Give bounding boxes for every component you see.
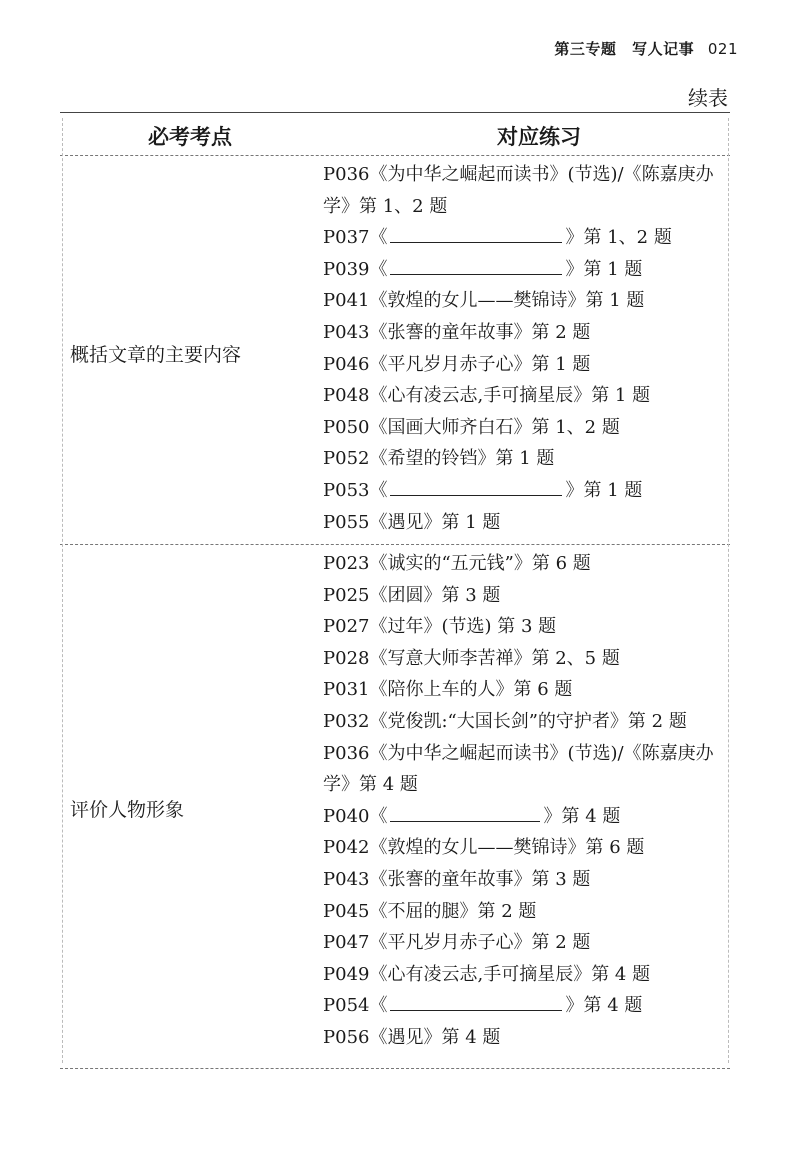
entry-text: P032《党俊凯:“大国长剑”的守护者》第 2 题 (323, 710, 687, 732)
continued-label: 续表 (688, 86, 728, 110)
entry-text: P049《心有凌云志,手可摘星辰》第 4 题 (323, 963, 651, 985)
entry-text: P050《国画大师齐白石》第 1、2 题 (323, 416, 620, 438)
exercise-entry (323, 738, 733, 801)
exercise-entry (323, 990, 733, 1022)
entry-text: P040《 (323, 805, 388, 827)
entry-text: P046《平凡岁月赤子心》第 1 题 (323, 353, 591, 375)
column-header-key-points: 必考考点 (148, 124, 232, 149)
exercise-entry (323, 580, 733, 612)
exercise-entry (323, 832, 733, 864)
entry-suffix: 》第 1 题 (565, 479, 643, 501)
fill-in-blank[interactable] (390, 226, 562, 243)
entry-text: P028《写意大师李苦禅》第 2、5 题 (323, 647, 620, 669)
exercise-entry (323, 159, 733, 222)
exercise-entry (323, 475, 733, 507)
exercise-list-evaluate (323, 548, 733, 1054)
group-divider (60, 544, 730, 545)
entry-text: P043《张謇的童年故事》第 2 题 (323, 321, 591, 343)
exercise-entry (323, 959, 733, 991)
entry-text: P045《不屈的腿》第 2 题 (323, 900, 537, 922)
entry-text: P041《敦煌的女儿——樊锦诗》第 1 题 (323, 290, 645, 312)
page-number: 021 (707, 40, 738, 58)
entry-text: P043《张謇的童年故事》第 3 题 (323, 868, 591, 890)
entry-text: P023《诚实的“五元钱”》第 6 题 (323, 553, 591, 574)
entry-text: P027《过年》(节选) 第 3 题 (323, 616, 557, 638)
exercise-entry (323, 285, 733, 317)
fill-in-blank[interactable] (390, 479, 562, 496)
entry-text: P056《遇见》第 4 题 (323, 1026, 501, 1048)
exercise-entry (323, 801, 733, 833)
entry-text: P042《敦煌的女儿——樊锦诗》第 6 题 (323, 837, 645, 859)
exercise-entry (323, 380, 733, 412)
exercise-entry (323, 222, 733, 254)
exercise-entry (323, 896, 733, 928)
entry-text: P037《 (323, 227, 388, 249)
table-top-rule (60, 112, 730, 113)
fill-in-blank[interactable] (390, 258, 562, 275)
entry-suffix: 》第 4 题 (565, 995, 643, 1017)
exercise-entry (323, 443, 733, 475)
entry-text: P036《为中华之崛起而读书》(节选)/《陈嘉庚办学》第 4 题 (323, 742, 714, 796)
entry-text: P053《 (323, 479, 388, 501)
header-divider (60, 155, 730, 156)
entry-suffix: 》第 1、2 题 (565, 227, 672, 249)
entry-text: P054《 (323, 995, 388, 1017)
entry-text: P031《陪你上车的人》第 6 题 (323, 679, 573, 701)
entry-text: P052《希望的铃铛》第 1 题 (323, 448, 555, 470)
exercise-entry (323, 1022, 733, 1054)
exercise-entry (323, 254, 733, 286)
exercise-list-summarize (323, 159, 733, 538)
topic-label: 写人记事 (632, 40, 695, 58)
exercise-entry (323, 927, 733, 959)
category-summarize-content: 概括文章的主要内容 (70, 344, 242, 366)
exercise-entry (323, 643, 733, 675)
entry-text: P025《团圆》第 3 题 (323, 584, 501, 606)
entry-text: P048《心有凌云志,手可摘星辰》第 1 题 (323, 385, 651, 407)
entry-suffix: 》第 4 题 (543, 805, 621, 827)
exercise-entry (323, 548, 733, 580)
chapter-label: 第三专题 (554, 40, 617, 58)
exercise-entry (323, 864, 733, 896)
entry-suffix: 》第 1 题 (565, 258, 643, 280)
entry-text: P036《为中华之崛起而读书》(节选)/《陈嘉庚办学》第 1、2 题 (323, 164, 714, 217)
column-header-exercises: 对应练习 (497, 124, 581, 149)
table-bottom-rule (60, 1068, 730, 1069)
exercise-entry (323, 349, 733, 381)
fill-in-blank[interactable] (390, 994, 562, 1011)
exercise-entry (323, 611, 733, 643)
exercise-entry (323, 706, 733, 738)
fill-in-blank[interactable] (390, 805, 540, 822)
category-evaluate-character: 评价人物形象 (70, 799, 185, 821)
entry-text: P039《 (323, 258, 388, 280)
exercise-entry (323, 317, 733, 349)
left-border (62, 118, 63, 1063)
running-header (554, 38, 738, 59)
entry-text: P055《遇见》第 1 题 (323, 511, 501, 533)
exercise-entry (323, 674, 733, 706)
entry-text: P047《平凡岁月赤子心》第 2 题 (323, 932, 591, 954)
exercise-entry (323, 507, 733, 539)
exercise-entry (323, 412, 733, 444)
